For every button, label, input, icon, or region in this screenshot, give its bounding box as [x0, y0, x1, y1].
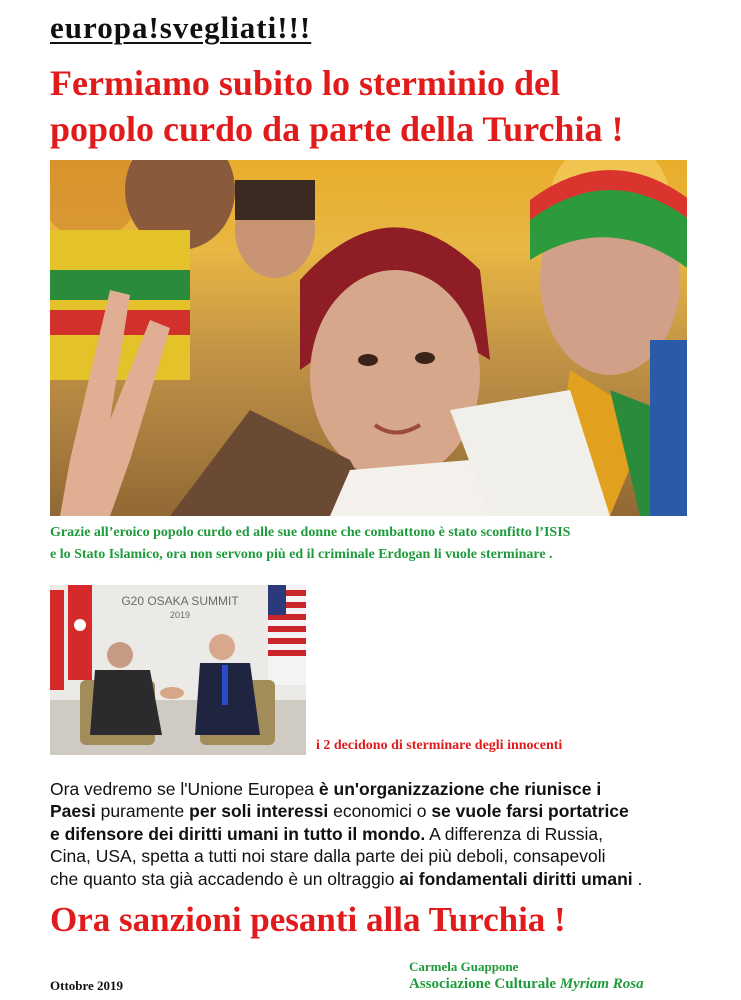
date-label: Ottobre 2019 [50, 978, 124, 993]
photo-caption-line-2: e lo Stato Islamico, ora non servono più ed il criminale Erdogan li vuole sterminare . [50, 547, 553, 562]
body-paragraph [50, 778, 720, 890]
kurdish-women-illustration [50, 160, 687, 516]
kicker-title: europa!svegliati!!! [50, 10, 312, 45]
photo-caption-line-1: Grazie all’eroico popolo curdo ed alle sue donne che combattono è stato sconfitto l’ISIS [50, 525, 571, 540]
photo-caption [50, 522, 710, 566]
headline-line-1: Fermiamo subito lo sterminio del [50, 63, 560, 103]
backdrop-year: 2019 [169, 610, 191, 620]
call-to-action: Ora sanzioni pesanti alla Turchia ! [50, 900, 566, 939]
summit-caption: i 2 decidono di sterminare degli innocenti [316, 738, 563, 753]
body-line-4: Cina, USA, spetta a tutti noi stare dalla parte dei più deboli, consapevoli [50, 846, 606, 867]
backdrop-title: G20 OSAKA SUMMIT [121, 594, 239, 608]
kurdish-women-photo [50, 160, 687, 516]
headline [50, 60, 730, 152]
association-name: Associazione Culturale Myriam Rosa [409, 976, 644, 992]
g20-summit-illustration [50, 585, 306, 755]
body-line-2: Paesi puramente per soli interessi economici o se vuole farsi portatrice [50, 801, 629, 822]
g20-summit-photo [50, 585, 306, 755]
body-line-5: che quanto sta già accadendo è un oltraggio ai fondamentali diritti umani . [50, 868, 643, 889]
body-line-1: Ora vedremo se l'Unione Europea è un'organizzazione che riunisce i [50, 779, 602, 799]
headline-line-2: popolo curdo da parte della Turchia ! [50, 109, 624, 149]
author-name: Carmela Guappone [409, 959, 519, 974]
body-line-3: e difensore dei diritti umani in tutto il mondo. A differenza di Russia, [50, 823, 603, 844]
